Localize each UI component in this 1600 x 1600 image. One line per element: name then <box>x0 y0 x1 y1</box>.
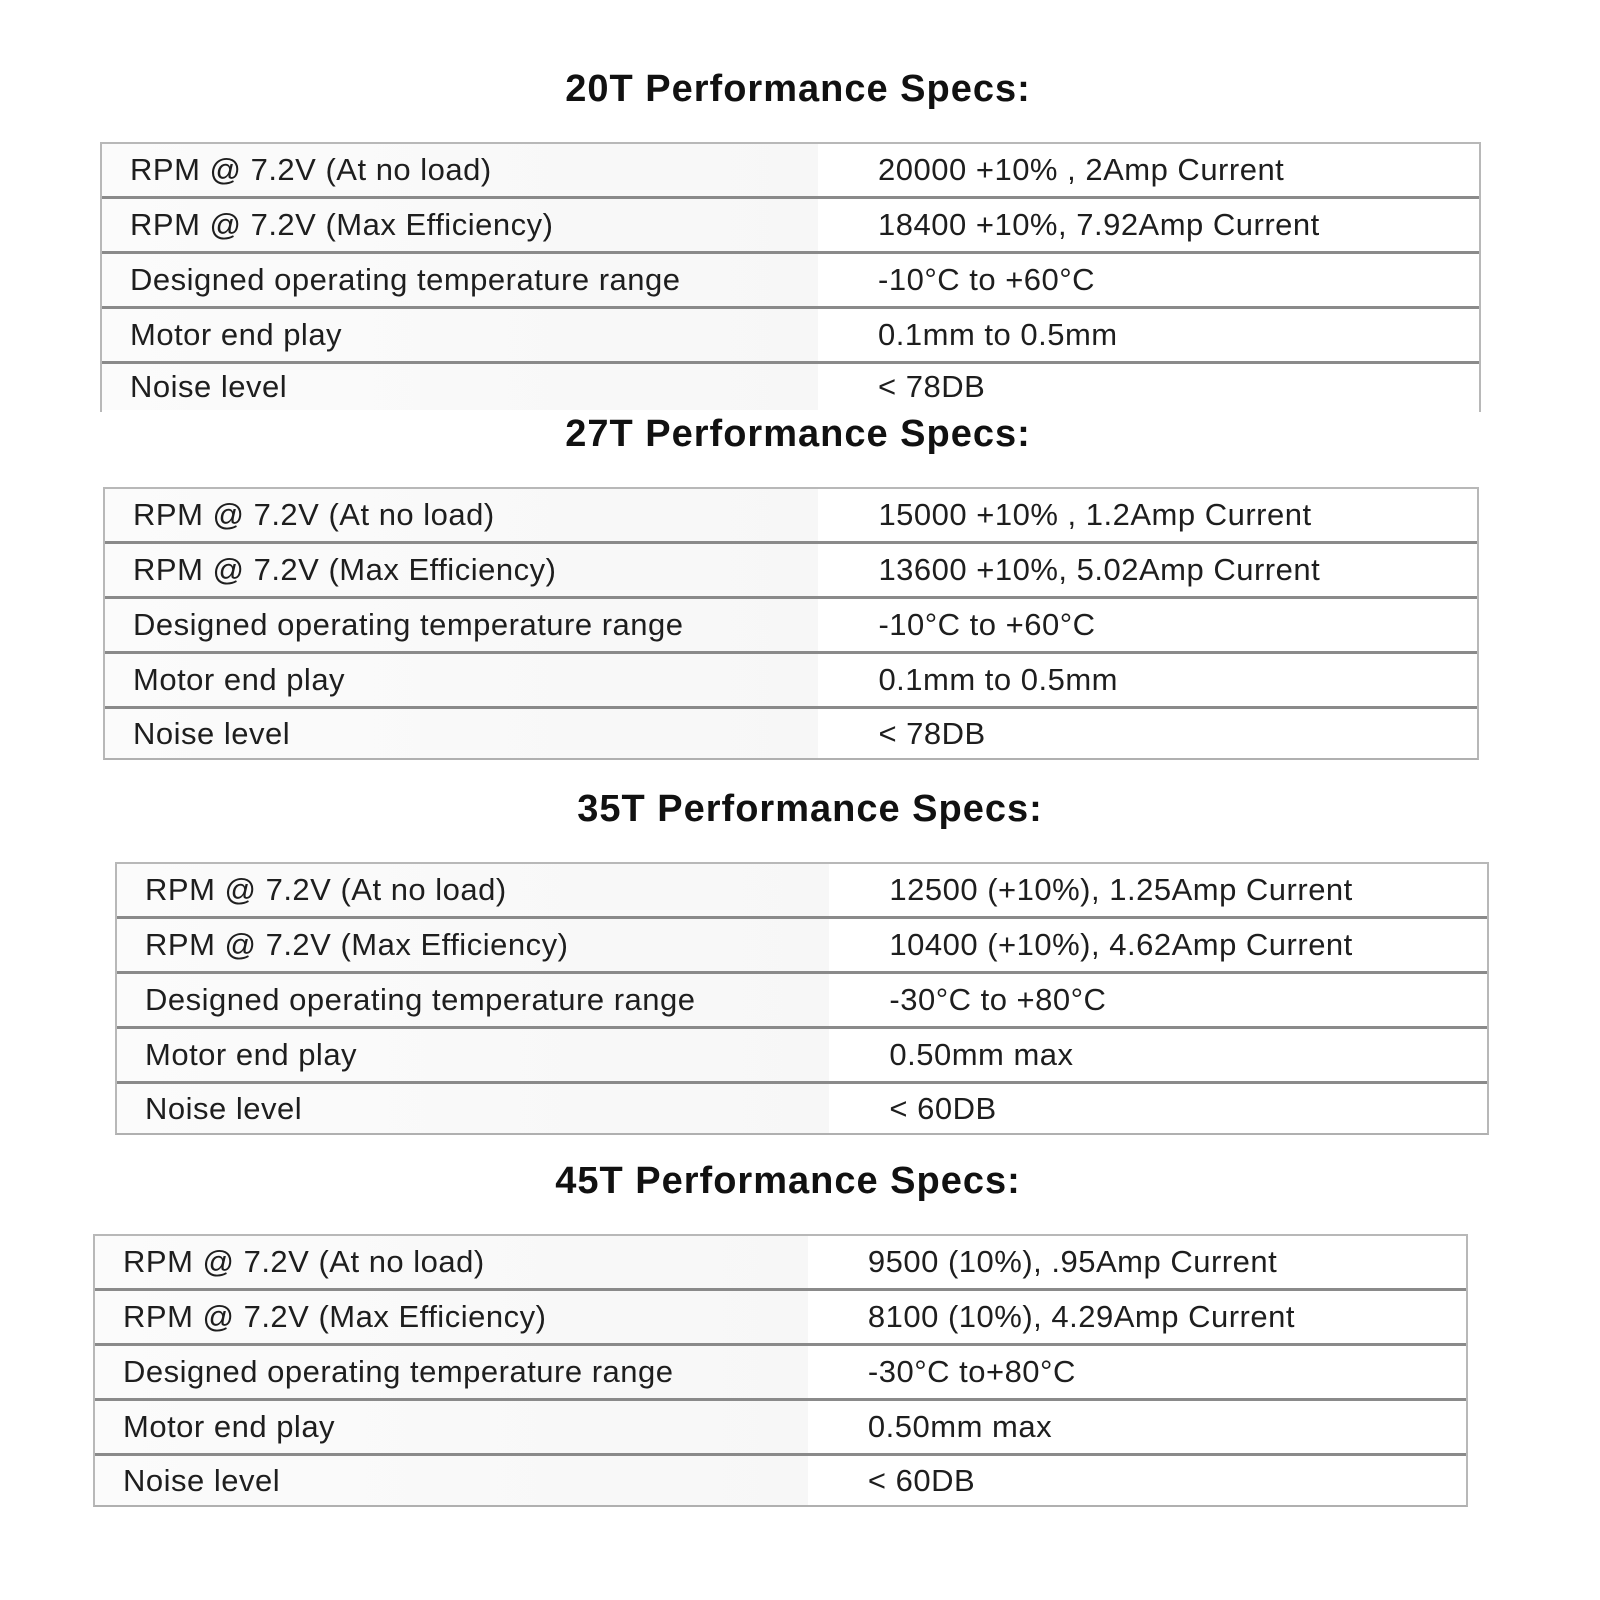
section-title: 35T Performance Specs: <box>577 788 1043 830</box>
table-row <box>102 254 1479 309</box>
spec-label: RPM @ 7.2V (At no load) <box>105 489 818 541</box>
spec-label: Noise level <box>117 1084 829 1133</box>
spec-label: Noise level <box>95 1456 808 1505</box>
table-row <box>102 144 1479 199</box>
spec-label: Motor end play <box>102 309 818 361</box>
spec-value: -10°C to +60°C <box>818 599 1477 651</box>
table-row <box>95 1401 1466 1456</box>
table-row <box>95 1236 1466 1291</box>
spec-value: -30°C to +80°C <box>829 974 1487 1026</box>
table-row <box>117 974 1487 1029</box>
table-row <box>102 364 1479 410</box>
spec-label: RPM @ 7.2V (At no load) <box>117 864 829 916</box>
spec-label: Designed operating temperature range <box>102 254 818 306</box>
spec-label: RPM @ 7.2V (Max Efficiency) <box>117 919 829 971</box>
spec-value: 13600 +10%, 5.02Amp Current <box>818 544 1477 596</box>
spec-table-45t <box>93 1234 1468 1507</box>
spec-label: Noise level <box>102 364 818 410</box>
spec-label: Designed operating temperature range <box>95 1346 808 1398</box>
table-row <box>117 919 1487 974</box>
table-row <box>105 544 1477 599</box>
spec-label: RPM @ 7.2V (Max Efficiency) <box>95 1291 808 1343</box>
table-row <box>102 309 1479 364</box>
table-row <box>105 489 1477 544</box>
spec-value: 9500 (10%), .95Amp Current <box>808 1236 1466 1288</box>
spec-label: RPM @ 7.2V (Max Efficiency) <box>102 199 818 251</box>
spec-value: < 60DB <box>808 1456 1466 1505</box>
spec-label: Motor end play <box>117 1029 829 1081</box>
spec-value: 8100 (10%), 4.29Amp Current <box>808 1291 1466 1343</box>
spec-label: Motor end play <box>95 1401 808 1453</box>
spec-value: -30°C to+80°C <box>808 1346 1466 1398</box>
spec-value: 18400 +10%, 7.92Amp Current <box>818 199 1479 251</box>
table-row <box>105 709 1477 758</box>
table-row <box>102 199 1479 254</box>
spec-value: 12500 (+10%), 1.25Amp Current <box>829 864 1487 916</box>
spec-label: RPM @ 7.2V (At no load) <box>102 144 818 196</box>
spec-label: Motor end play <box>105 654 818 706</box>
section-title: 20T Performance Specs: <box>565 68 1031 110</box>
spec-value: 0.50mm max <box>829 1029 1487 1081</box>
spec-table-35t <box>115 862 1489 1135</box>
table-row <box>117 1029 1487 1084</box>
spec-value: 0.1mm to 0.5mm <box>818 654 1477 706</box>
table-row <box>117 864 1487 919</box>
spec-label: RPM @ 7.2V (Max Efficiency) <box>105 544 818 596</box>
table-row <box>95 1291 1466 1346</box>
spec-value: -10°C to +60°C <box>818 254 1479 306</box>
table-row <box>95 1346 1466 1401</box>
spec-label: Designed operating temperature range <box>105 599 818 651</box>
table-row <box>117 1084 1487 1133</box>
spec-label: Designed operating temperature range <box>117 974 829 1026</box>
spec-table-27t <box>103 487 1479 760</box>
spec-table-20t <box>100 142 1481 412</box>
spec-value: 15000 +10% , 1.2Amp Current <box>818 489 1477 541</box>
spec-value: 10400 (+10%), 4.62Amp Current <box>829 919 1487 971</box>
spec-value: 0.1mm to 0.5mm <box>818 309 1479 361</box>
section-title: 45T Performance Specs: <box>555 1160 1021 1202</box>
spec-value: < 60DB <box>829 1084 1487 1133</box>
spec-value: 20000 +10% , 2Amp Current <box>818 144 1479 196</box>
spec-value: < 78DB <box>818 709 1477 758</box>
spec-value: 0.50mm max <box>808 1401 1466 1453</box>
spec-label: Noise level <box>105 709 818 758</box>
table-row <box>105 654 1477 709</box>
spec-value: < 78DB <box>818 364 1479 410</box>
section-title: 27T Performance Specs: <box>565 413 1031 455</box>
table-row <box>105 599 1477 654</box>
table-row <box>95 1456 1466 1505</box>
spec-label: RPM @ 7.2V (At no load) <box>95 1236 808 1288</box>
